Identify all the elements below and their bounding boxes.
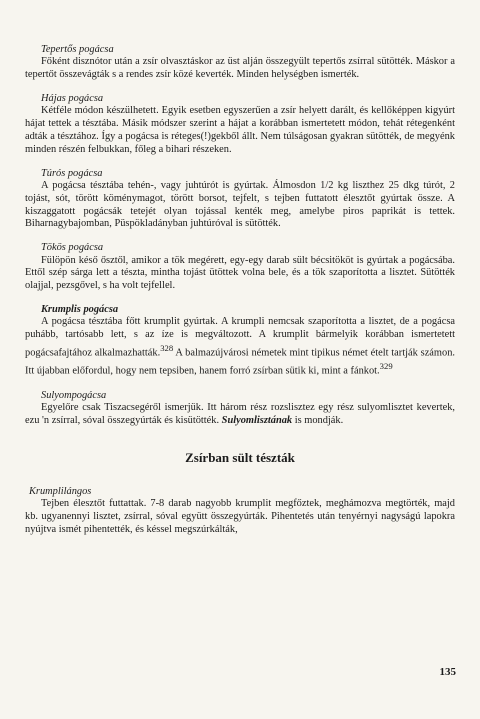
section-title: Sulyompogácsa	[41, 389, 107, 401]
section-text	[25, 316, 455, 378]
text-part: Egyelőre csak Tiszacsegéről ismerjük. Itt három rész rozslisztez egy rész sulyomlisztet kevertek, ezu	[25, 401, 455, 426]
chapter-heading: Zsírban sült tészták	[185, 449, 295, 465]
italic-term: Sulyomlisztának	[221, 414, 293, 426]
section-title: Krumplilángos	[29, 485, 92, 497]
section-krumplilangos	[25, 486, 455, 537]
footnote-ref: 328	[160, 342, 174, 353]
section-tokos-pogacsa	[25, 242, 455, 293]
text-part: A pogácsa tésztába főtt krumplit gyúrtak. A krumpli nemcsak szaporította a lisztet, de a pogácsa puhább, tartósabb lett, s az íze is megváltozott. A krumplit bármelyik korábban ismertetett pogácsafajtához alkalmazhatták.	[25, 316, 455, 359]
section-text: Fülöpön késő ősztől, amikor a tök megérett, egy-egy darab sült bécsitököt is gyúrtak a pogácsába. Ettől szép sárga lett a tészta, mintha tojást ütöttek volna bele, és a tök szaporította a lisztet. Sütötték olajjal, pezsgővel, s ha volt tejfellel.	[25, 254, 455, 292]
section-sulyompogacsa	[25, 390, 455, 428]
text-part: 'n	[42, 414, 50, 426]
page-number: 135	[439, 666, 456, 678]
section-text: A pogácsa tésztába tehén-, vagy juhtúrót is gyúrtak. Álmosdon 1/2 kg liszthez 25 dkg túrót, 2 tojást, sót, törött köménymagot, törött borsot, tejfelt, s tejben futtatott élesztőt gyúrtak össze. A kiszaggatott pogácsák tetejét olyan tojással kenték meg, amelybe piros paprikát is tettek. Biharnagybajomban, Püspökladányban juhtúróval is sütötték.	[25, 180, 455, 230]
section-title: Tökös pogácsa	[41, 242, 104, 254]
section-title: Hájas pogácsa	[41, 93, 104, 104]
section-title: Krumplis pogácsa	[41, 303, 119, 315]
section-text	[25, 402, 455, 428]
footnote-ref: 329	[379, 361, 393, 372]
section-hajas-pogacsa	[25, 93, 455, 157]
text-part: zsírral, sóval összegyúrták és kisütötték.	[49, 414, 222, 426]
text-part: A balmazújvárosi németek mint tipikus német ételt tartják számon. Itt újabban előfordul, hogy nem tepsiben, hanem forró zsírban sütik ki, mint a fánkot.	[25, 347, 455, 377]
section-title: Tepertős pogácsa	[41, 44, 114, 55]
section-title: Túrós pogácsa	[41, 167, 103, 179]
section-tepertos-pogacsa	[25, 44, 455, 82]
section-text: Kétféle módon készülhetett. Egyik esetben egyszerűen a zsír helyett darált, és kellőképpen kigyúrt hájat tettek a tésztába. Másik módszer szerint a hájat a korábban ismertetett módon, tehát rétegenként adták a tésztához. Így a pogácsa is réteges(!)gekből állt. Nem túlságosan gyakran sütötték, de megyénk minden részén felbukkan, főleg a bihari részeken.	[25, 105, 455, 155]
section-text: Tejben élesztőt futtattak. 7-8 darab nagyobb krumplit megfőztek, meghámozva megtörték, majd kb. ugyanennyi lisztet, zsírral, sóval együtt összegyúrták. Pihentetés után tenyérnyi nagyságú lapokra nyújtva ismét pihentették, és késsel megszúrkálták,	[25, 497, 455, 535]
section-turos-pogacsa	[25, 168, 455, 232]
text-column	[25, 44, 455, 547]
text-part: is mondják.	[292, 414, 344, 426]
section-krumplis-pogacsa	[25, 304, 455, 379]
section-text: Főként disznótor után a zsír olvasztáskor az üst alján összegyült tepertős zsírral sütötték. Máskor a tepertőt összevágták s a rendes zsír közé keverték. Minden helységben ismerték.	[25, 56, 455, 81]
